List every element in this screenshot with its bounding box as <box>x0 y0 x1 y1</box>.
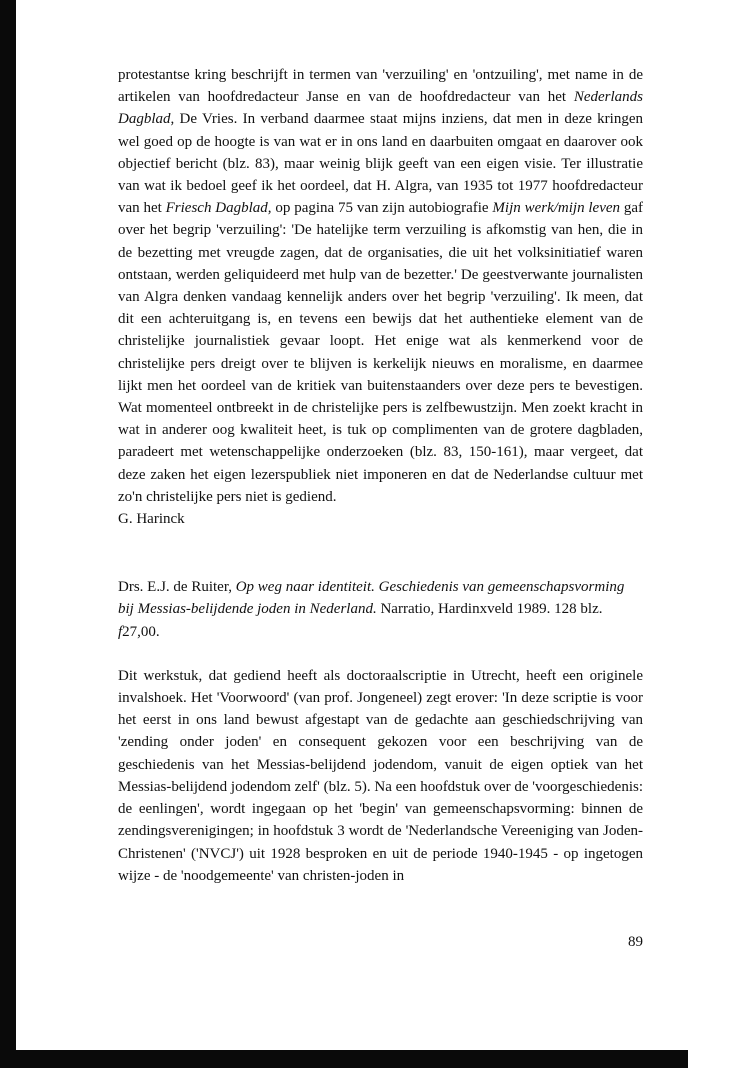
italic-run: Nederlands Dagblad <box>118 89 643 128</box>
text-run: 27,00. <box>122 623 160 640</box>
text-run: Narratio, Hardinxveld 1989. 128 blz. <box>376 601 603 618</box>
page-body <box>118 64 643 887</box>
text-run: Dit werkstuk, dat gediend heeft als doctoraalscriptie in Utrecht, heeft een originele invalshoek. Het 'Voorwoord' (van prof. Jongeneel) zegt erover: 'In deze scriptie is voor het eerst in ons land bewust afgestapt van de gedachte aan geschiedschrijving van 'zending onder joden' en consequent gekozen voor een beschrijving van de geschiedenis van het Messias-belijdend jodendom, vanuit de eigen optiek van het Messias-belijdend jodendom zelf' (blz. 5). Na een hoofdstuk over de 'voorgeschiedenis: de eenlingen', wordt ingegaan op het 'begin' van gemeenschapsvorming: binnen de zendingsverenigingen; in hoofdstuk 3 wordt de 'Nederlandsche Vereeniging van Joden-Christenen' ('NVCJ') uit 1928 besproken en uit de periode 1940-1945 - op ingetogen wijze - de 'noodgemeente' van christen-joden in <box>118 667 643 884</box>
page-number: 89 <box>628 934 643 950</box>
text-run: Drs. E.J. de Ruiter, <box>118 579 236 596</box>
text-run: protestantse kring beschrijft in termen van 'verzuiling' en 'ontzuiling', met name in de artikelen van hoofdredacteur Janse en van de hoofdredacteur van het <box>118 67 643 106</box>
text-run: gaf over het begrip 'verzuiling': 'De hatelijke term verzuiling is afkomstig van hen, die in de bezetting met vreugde zagen, dat de organisaties, die uit het volksinitiatief waren ontstaan, werden geliquideerd met hulp van de bezetter.' De geestverwante journalisten van Algra denken vandaag kennelijk anders over het begrip 'verzuiling'. Ik meen, dat dit een achteruitgang is, en tevens een bewijs dat het authentieke element van de christelijke journalistiek gevaar loopt. Het enige wat als kenmerkend voor de christelijke pers dreigt over te blijven is kerkelijk nieuws en moralisme, en daarmee lijkt men het oordeel van de kritiek van buitenstaanders over deze pers te bevestigen. Wat momenteel ontbreekt in de christelijke pers is zelfbewustzijn. Men zoekt kracht in wat in anderer oog kwaliteit heet, is tuk op complimenten van de grotere dagbladen, paradeert met wetenschappelijke onderzoeken (blz. 83, 150-161), maar vergeet, dat deze zaken het eigen lezerspubliek niet imponeren en dat de Nederlandse cultuur met zo'n christelijke pers niet is gediend. <box>118 200 644 505</box>
italic-run: Op weg naar identiteit. Geschiedenis van gemeenschapsvorming bij Messias-belijdende joden in Nederland. <box>118 579 625 618</box>
scan-border-left <box>0 0 16 1068</box>
italic-run: f <box>118 623 123 640</box>
scan-border-bottom <box>0 1050 688 1068</box>
text-run: , De Vries. In verband daarmee staat mijns inziens, dat men in deze kringen wel goed op de hoogte is van wat er in ons land en daarbuiten omgaat en daarover ook objectief bericht (blz. 83), maar weinig blijk geeft van een eigen visie. Ter illustratie van wat ik bedoel geef ik het oordeel, dat H. Algra, van 1935 tot 1977 hoofdredacteur van het <box>118 111 643 217</box>
reviewer-signature: G. Harinck <box>118 511 185 528</box>
review-1-body <box>118 64 643 508</box>
italic-run: Mijn werk/mijn leven <box>492 200 621 217</box>
review-2-body <box>118 665 643 887</box>
italic-run: Friesch Dagblad, <box>165 200 272 217</box>
text-run: op pagina 75 van zijn autobiografie <box>271 200 493 217</box>
book-citation <box>118 576 643 643</box>
